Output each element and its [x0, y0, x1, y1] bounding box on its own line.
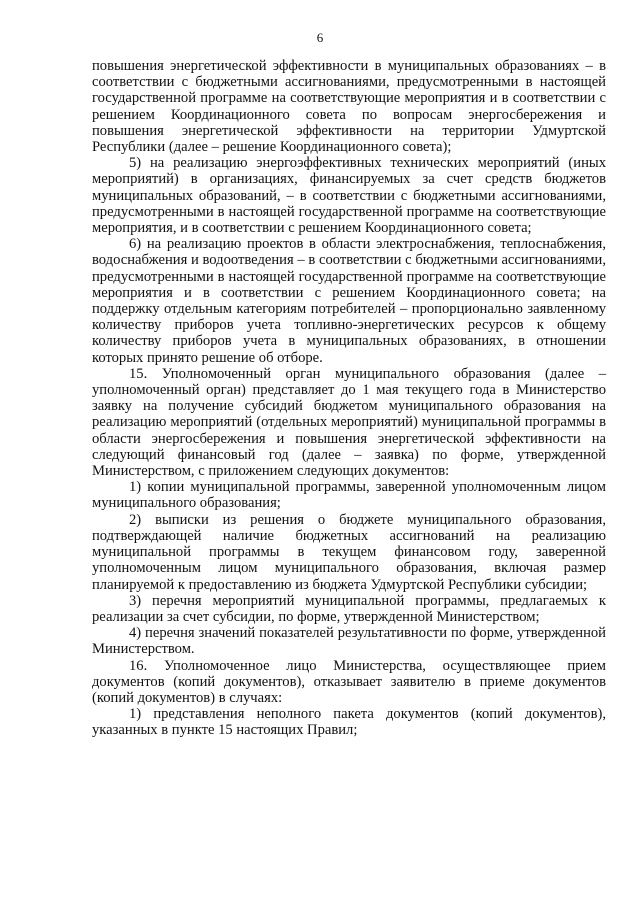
page-number: 6	[316, 30, 324, 45]
paragraph: 2) выписки из решения о бюджете муниципального образования, подтверждающей наличие бюджетных ассигнований на реализацию муниципальной программы в текущем финансовом году, заверенной уполномоченным лицом муниципального образования, включая размер планируемой к предоставлению из бюджета Удмуртской Республики субсидии;	[92, 511, 606, 593]
document-body	[92, 58, 606, 739]
paragraph: 1) копии муниципальной программы, заверенной уполномоченным лицом муниципального образования;	[92, 479, 606, 512]
paragraph: 16. Уполномоченное лицо Министерства, осуществляющее прием документов (копий документов), отказывает заявителю в приеме документов (копий документов) в случаях:	[92, 657, 606, 706]
paragraph: 6) на реализацию проектов в области электроснабжения, теплоснабжения, водоснабжения и водоотведения – в соответствии с бюджетными ассигнованиями, предусмотренными в настоящей государственной программе на соответствующие мероприятия и в соответствии с решением Координационного совета; на поддержку отдельным категориям потребителей – пропорционально заявленному количеству приборов учета топливно-энергетических ресурсов к общему количеству приборов учета в муниципальных образованиях, в отношении которых принято решение об отборе.	[92, 236, 606, 366]
paragraph: 15. Уполномоченный орган муниципального образования (далее – уполномоченный орган) представляет до 1 мая текущего года в Министерство заявку на получение субсидий бюджетом муниципального образования на реализацию мероприятий (отдельных мероприятий) муниципальной программы в области энергосбережения и повышения энергетической эффективности на следующий финансовый год (далее – заявка) по форме, утвержденной Министерством, с приложением следующих документов:	[92, 365, 606, 480]
paragraph: 5) на реализацию энергоэффективных технических мероприятий (иных мероприятий) в организациях, финансируемых за счет средств бюджетов муниципальных образований, – в соответствии с бюджетными ассигнованиями, предусмотренными в настоящей государственной программе на соответствующие мероприятия, и в соответствии с решением Координационного совета;	[92, 155, 606, 237]
paragraph: 3) перечня мероприятий муниципальной программы, предлагаемых к реализации за счет субсидии, по форме, утвержденной Министерством;	[92, 592, 606, 625]
paragraph: 1) представления неполного пакета документов (копий документов), указанных в пункте 15 настоящих Правил;	[92, 706, 606, 739]
paragraph: 4) перечня значений показателей результативности по форме, утвержденной Министерством.	[92, 625, 606, 658]
paragraph: повышения энергетической эффективности в муниципальных образованиях – в соответствии с бюджетными ассигнованиями, предусмотренными в настоящей государственной программе на соответствующие мероприятия и в соответствии с решением Координационного совета по вопросам энергосбережения и повышения энергетической эффективности на территории Удмуртской Республики (далее – решение Координационного совета);	[92, 58, 606, 156]
